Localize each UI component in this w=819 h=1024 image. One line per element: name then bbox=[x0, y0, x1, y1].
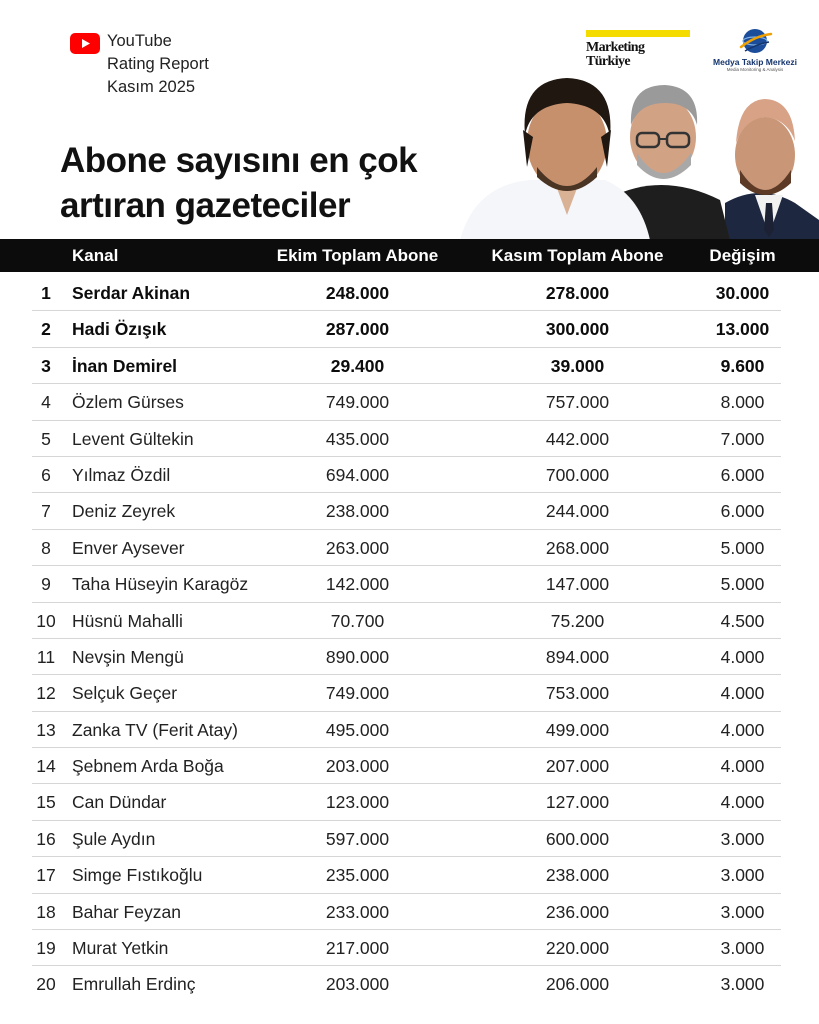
row-change: 9.600 bbox=[720, 355, 765, 376]
table-row bbox=[0, 857, 819, 893]
row-change: 3.000 bbox=[720, 974, 765, 995]
row-october-total: 238.000 bbox=[325, 501, 390, 522]
row-november-total: 894.000 bbox=[545, 646, 610, 667]
row-rank: 4 bbox=[41, 392, 51, 413]
row-november-total: 207.000 bbox=[545, 756, 610, 777]
table-row bbox=[0, 966, 819, 1002]
row-november-total: 268.000 bbox=[545, 537, 610, 558]
table-row bbox=[0, 639, 819, 675]
portrait-left bbox=[460, 78, 650, 240]
row-october-total: 233.000 bbox=[325, 901, 390, 922]
row-change: 4.000 bbox=[720, 792, 765, 813]
row-change: 4.000 bbox=[720, 646, 765, 667]
marketing-turkiye-logo bbox=[586, 30, 690, 69]
row-november-total: 278.000 bbox=[545, 283, 610, 303]
medya-takip-merkezi-logo bbox=[705, 26, 805, 72]
row-october-total: 597.000 bbox=[325, 828, 390, 849]
row-rank: 20 bbox=[36, 974, 56, 995]
youtube-logo-icon bbox=[70, 33, 100, 54]
row-channel: Deniz Zeyrek bbox=[72, 501, 176, 522]
row-november-total: 206.000 bbox=[545, 974, 610, 995]
row-channel: Serdar Akinan bbox=[72, 283, 191, 303]
row-change: 5.000 bbox=[720, 574, 765, 595]
row-channel: Yılmaz Özdil bbox=[72, 464, 171, 485]
row-change: 13.000 bbox=[715, 319, 770, 340]
row-change: 4.000 bbox=[720, 683, 765, 704]
row-october-total: 248.000 bbox=[325, 283, 390, 303]
table-row bbox=[0, 384, 819, 420]
row-october-total: 890.000 bbox=[325, 646, 390, 667]
table-row bbox=[0, 821, 819, 857]
row-channel: Zanka TV (Ferit Atay) bbox=[72, 719, 238, 740]
row-channel: Taha Hüseyin Karagöz bbox=[72, 574, 249, 595]
row-channel: Can Dündar bbox=[72, 792, 167, 813]
row-november-total: 127.000 bbox=[545, 792, 610, 813]
row-change: 30.000 bbox=[715, 283, 770, 303]
row-november-total: 700.000 bbox=[545, 464, 610, 485]
row-rank: 19 bbox=[36, 938, 56, 959]
row-october-total: 749.000 bbox=[325, 392, 390, 413]
row-change: 3.000 bbox=[720, 901, 765, 922]
report-period: Kasım 2025 bbox=[107, 78, 196, 96]
journalist-portraits-image bbox=[455, 75, 819, 240]
row-rank: 13 bbox=[36, 719, 56, 740]
table-row bbox=[0, 530, 819, 566]
row-october-total: 495.000 bbox=[325, 719, 390, 740]
row-channel: Enver Aysever bbox=[72, 537, 185, 558]
row-october-total: 203.000 bbox=[325, 756, 390, 777]
row-october-total: 217.000 bbox=[325, 938, 390, 959]
row-october-total: 235.000 bbox=[325, 865, 390, 886]
logo-subtitle: Media Monitoring & Analysis bbox=[726, 67, 784, 72]
row-change: 3.000 bbox=[720, 938, 765, 959]
row-november-total: 499.000 bbox=[545, 719, 610, 740]
table-row bbox=[0, 712, 819, 748]
row-october-total: 749.000 bbox=[325, 683, 390, 704]
row-channel: İnan Demirel bbox=[72, 355, 178, 376]
row-october-total: 694.000 bbox=[325, 464, 390, 485]
brand-line-1: YouTube bbox=[107, 32, 172, 50]
row-change: 6.000 bbox=[720, 464, 765, 485]
table-row bbox=[0, 603, 819, 639]
table-row bbox=[0, 421, 819, 457]
row-rank: 18 bbox=[36, 901, 56, 922]
row-channel: Hüsnü Mahalli bbox=[72, 610, 183, 631]
row-change: 6.000 bbox=[720, 501, 765, 522]
row-change: 4.000 bbox=[720, 756, 765, 777]
row-rank: 3 bbox=[41, 355, 51, 376]
table-row bbox=[0, 784, 819, 820]
row-channel: Şebnem Arda Boğa bbox=[72, 756, 224, 777]
row-rank: 9 bbox=[41, 574, 51, 595]
row-channel: Şule Aydın bbox=[72, 828, 156, 849]
row-october-total: 287.000 bbox=[325, 319, 390, 340]
row-rank: 5 bbox=[41, 428, 51, 449]
row-change: 3.000 bbox=[720, 865, 765, 886]
ranking-table bbox=[0, 275, 819, 1003]
row-november-total: 147.000 bbox=[545, 574, 610, 595]
globe-icon bbox=[735, 26, 775, 56]
row-rank: 7 bbox=[41, 501, 51, 522]
row-november-total: 600.000 bbox=[545, 828, 610, 849]
table-row bbox=[0, 566, 819, 602]
table-row bbox=[0, 930, 819, 966]
row-change: 7.000 bbox=[720, 428, 765, 449]
row-change: 5.000 bbox=[720, 537, 765, 558]
row-change: 4.000 bbox=[720, 719, 765, 740]
table-row bbox=[0, 894, 819, 930]
row-november-total: 753.000 bbox=[545, 683, 610, 704]
logo-accent-bar bbox=[586, 30, 690, 37]
row-october-total: 123.000 bbox=[325, 792, 390, 813]
row-rank: 17 bbox=[36, 865, 56, 886]
row-november-total: 220.000 bbox=[545, 938, 610, 959]
row-rank: 2 bbox=[41, 319, 51, 340]
row-channel: Hadi Özışık bbox=[72, 319, 167, 340]
brand-line-2: Rating Report bbox=[107, 55, 209, 73]
logo-text-line-1: Marketing bbox=[586, 40, 645, 55]
row-rank: 11 bbox=[36, 646, 56, 667]
row-rank: 1 bbox=[41, 283, 51, 303]
table-row bbox=[0, 348, 819, 384]
header-change: Değişim bbox=[709, 246, 776, 265]
table-row bbox=[0, 275, 819, 311]
page-title bbox=[60, 138, 417, 228]
page-title-line-1: Abone sayısını en çok bbox=[60, 141, 418, 180]
row-november-total: 236.000 bbox=[545, 901, 610, 922]
row-november-total: 300.000 bbox=[545, 319, 610, 340]
row-november-total: 39.000 bbox=[550, 355, 605, 376]
row-channel: Murat Yetkin bbox=[72, 938, 169, 959]
report-label bbox=[107, 30, 307, 99]
row-channel: Emrullah Erdinç bbox=[72, 974, 196, 995]
row-channel: Selçuk Geçer bbox=[72, 683, 178, 704]
row-october-total: 70.700 bbox=[330, 610, 385, 631]
page-title-line-2: artıran gazeteciler bbox=[60, 186, 351, 225]
row-change: 3.000 bbox=[720, 828, 765, 849]
row-october-total: 203.000 bbox=[325, 974, 390, 995]
row-november-total: 442.000 bbox=[545, 428, 610, 449]
portrait-right bbox=[725, 99, 819, 240]
table-row bbox=[0, 493, 819, 529]
row-november-total: 75.200 bbox=[550, 610, 605, 631]
header-channel: Kanal bbox=[72, 246, 119, 265]
row-november-total: 238.000 bbox=[545, 865, 610, 886]
row-change: 4.500 bbox=[720, 610, 765, 631]
table-row bbox=[0, 675, 819, 711]
row-channel: Simge Fıstıkoğlu bbox=[72, 865, 203, 886]
row-november-total: 244.000 bbox=[545, 501, 610, 522]
table-row bbox=[0, 748, 819, 784]
row-rank: 12 bbox=[36, 683, 56, 704]
row-october-total: 142.000 bbox=[325, 574, 390, 595]
row-rank: 8 bbox=[41, 537, 51, 558]
table-header bbox=[0, 239, 819, 272]
table-row bbox=[0, 311, 819, 347]
row-channel: Bahar Feyzan bbox=[72, 901, 181, 922]
row-rank: 6 bbox=[41, 464, 51, 485]
row-channel: Nevşin Mengü bbox=[72, 646, 184, 667]
row-channel: Levent Gültekin bbox=[72, 428, 194, 449]
row-rank: 14 bbox=[36, 756, 56, 777]
row-rank: 16 bbox=[36, 828, 56, 849]
row-november-total: 757.000 bbox=[545, 392, 610, 413]
header-october-total: Ekim Toplam Abone bbox=[276, 246, 439, 265]
row-october-total: 435.000 bbox=[325, 428, 390, 449]
table-row bbox=[0, 457, 819, 493]
logo-text-line-2: Türkiye bbox=[586, 54, 631, 69]
row-channel: Özlem Gürses bbox=[72, 392, 184, 413]
row-rank: 15 bbox=[36, 792, 56, 813]
row-october-total: 29.400 bbox=[330, 355, 385, 376]
row-rank: 10 bbox=[36, 610, 56, 631]
logo-name: Medya Takip Merkezi bbox=[713, 57, 797, 67]
row-change: 8.000 bbox=[720, 392, 765, 413]
row-october-total: 263.000 bbox=[325, 537, 390, 558]
header-november-total: Kasım Toplam Abone bbox=[491, 246, 664, 265]
